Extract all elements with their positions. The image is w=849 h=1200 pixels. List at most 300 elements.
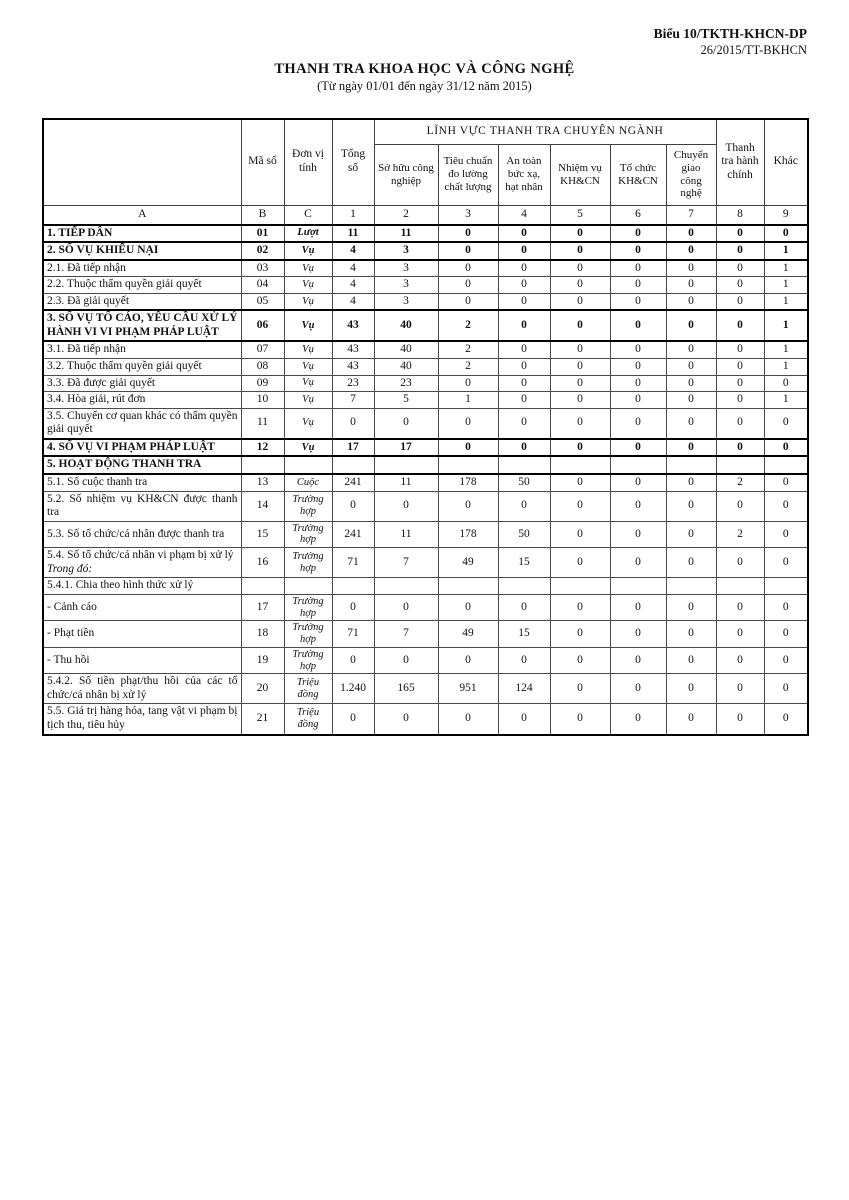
col-header-thanh-tra-hanh-chinh: Thanh tra hành chính	[716, 119, 764, 206]
row-value-tieu-chuan-do-luong: 2	[438, 310, 498, 341]
row-label-cell	[43, 408, 241, 439]
row-label: 2.1. Đã tiếp nhận	[47, 261, 126, 274]
row-value-so-huu-cong-nghiep: 23	[374, 375, 438, 392]
row-value-an-toan-buc-xa: 50	[498, 474, 550, 491]
row-value-nhiem-vu-khcn: 0	[550, 408, 610, 439]
row-unit: Trường hợp	[284, 594, 332, 621]
row-value-chuyen-giao-cong-nghe: 0	[666, 474, 716, 491]
row-value-chuyen-giao-cong-nghe: 0	[666, 408, 716, 439]
row-value-tieu-chuan-do-luong: 0	[438, 704, 498, 735]
row-unit	[284, 578, 332, 595]
row-value-khac: 0	[764, 408, 808, 439]
column-index-row	[43, 205, 808, 225]
table-row	[43, 341, 808, 358]
row-label-cell	[43, 392, 241, 409]
row-value-khac: 0	[764, 647, 808, 674]
row-label: 1. TIẾP DÂN	[47, 226, 113, 239]
row-unit: Vụ	[284, 439, 332, 457]
row-label-cell	[43, 439, 241, 457]
row-value-an-toan-buc-xa: 0	[498, 704, 550, 735]
row-label-cell	[43, 310, 241, 341]
row-value-to-chuc-khcn: 0	[610, 439, 666, 457]
table-row	[43, 242, 808, 260]
row-value-thanh-tra-hanh-chinh: 0	[716, 375, 764, 392]
row-value-chuyen-giao-cong-nghe: 0	[666, 375, 716, 392]
row-code: 14	[241, 491, 284, 521]
row-label: 4. SỐ VỤ VI PHẠM PHÁP LUẬT	[47, 440, 215, 453]
row-value-to-chuc-khcn: 0	[610, 548, 666, 578]
row-code: 07	[241, 341, 284, 358]
row-code: 09	[241, 375, 284, 392]
row-value-so-huu-cong-nghiep: 17	[374, 439, 438, 457]
row-code: 15	[241, 521, 284, 548]
row-value-an-toan-buc-xa	[498, 456, 550, 474]
row-label-cell	[43, 375, 241, 392]
col-header-nhiem-vu-khcn: Nhiệm vụ KH&CN	[550, 144, 610, 205]
row-value-tieu-chuan-do-luong: 0	[438, 225, 498, 243]
row-value-tong-so: 7	[332, 392, 374, 409]
row-code: 13	[241, 474, 284, 491]
table-row	[43, 491, 808, 521]
row-value-tieu-chuan-do-luong: 2	[438, 359, 498, 376]
row-value-chuyen-giao-cong-nghe: 0	[666, 704, 716, 735]
row-value-tieu-chuan-do-luong: 2	[438, 341, 498, 358]
row-value-tieu-chuan-do-luong: 1	[438, 392, 498, 409]
row-value-chuyen-giao-cong-nghe: 0	[666, 439, 716, 457]
row-value-so-huu-cong-nghiep: 11	[374, 225, 438, 243]
row-value-thanh-tra-hanh-chinh: 0	[716, 674, 764, 704]
row-value-nhiem-vu-khcn: 0	[550, 260, 610, 277]
doc-reference-block	[42, 26, 807, 59]
table-row	[43, 293, 808, 310]
row-unit: Triệu đồng	[284, 674, 332, 704]
index-cell: B	[241, 205, 284, 225]
row-value-an-toan-buc-xa: 50	[498, 521, 550, 548]
col-header-chuyen-giao-cong-nghe: Chuyển giao công nghệ	[666, 144, 716, 205]
index-cell: 5	[550, 205, 610, 225]
row-value-tong-so: 71	[332, 548, 374, 578]
row-code: 10	[241, 392, 284, 409]
index-cell: 1	[332, 205, 374, 225]
row-value-khac: 0	[764, 375, 808, 392]
row-value-thanh-tra-hanh-chinh: 0	[716, 341, 764, 358]
row-label-cell	[43, 474, 241, 491]
row-value-nhiem-vu-khcn: 0	[550, 341, 610, 358]
table-body	[43, 225, 808, 735]
row-value-tieu-chuan-do-luong: 0	[438, 439, 498, 457]
row-value-so-huu-cong-nghiep: 3	[374, 242, 438, 260]
row-code: 12	[241, 439, 284, 457]
row-value-chuyen-giao-cong-nghe: 0	[666, 621, 716, 648]
row-code: 06	[241, 310, 284, 341]
row-value-so-huu-cong-nghiep: 40	[374, 341, 438, 358]
row-value-chuyen-giao-cong-nghe: 0	[666, 359, 716, 376]
row-code: 17	[241, 594, 284, 621]
row-value-so-huu-cong-nghiep: 3	[374, 260, 438, 277]
row-code: 03	[241, 260, 284, 277]
index-cell: 3	[438, 205, 498, 225]
row-value-so-huu-cong-nghiep: 3	[374, 293, 438, 310]
row-value-nhiem-vu-khcn: 0	[550, 521, 610, 548]
row-label-cell	[43, 491, 241, 521]
row-value-khac: 1	[764, 242, 808, 260]
row-value-an-toan-buc-xa: 0	[498, 375, 550, 392]
row-value-an-toan-buc-xa: 0	[498, 260, 550, 277]
row-code: 20	[241, 674, 284, 704]
row-unit: Vụ	[284, 242, 332, 260]
row-value-thanh-tra-hanh-chinh: 0	[716, 260, 764, 277]
row-label-cell	[43, 594, 241, 621]
col-header-so-huu-cong-nghiep: Sở hữu công nghiệp	[374, 144, 438, 205]
row-code: 04	[241, 277, 284, 294]
row-value-khac: 1	[764, 277, 808, 294]
row-value-tong-so: 0	[332, 647, 374, 674]
row-value-to-chuc-khcn: 0	[610, 521, 666, 548]
row-value-tieu-chuan-do-luong: 178	[438, 521, 498, 548]
table-row	[43, 647, 808, 674]
table-row	[43, 392, 808, 409]
row-unit: Vụ	[284, 408, 332, 439]
row-label-cell	[43, 674, 241, 704]
table-row	[43, 359, 808, 376]
row-value-khac: 1	[764, 310, 808, 341]
row-value-an-toan-buc-xa: 0	[498, 293, 550, 310]
row-code: 02	[241, 242, 284, 260]
index-cell: 6	[610, 205, 666, 225]
row-value-tong-so: 0	[332, 408, 374, 439]
row-value-so-huu-cong-nghiep: 165	[374, 674, 438, 704]
row-label: - Cảnh cáo	[47, 600, 97, 613]
row-value-khac	[764, 456, 808, 474]
row-value-so-huu-cong-nghiep: 7	[374, 621, 438, 648]
col-header-tong-so: Tổng số	[332, 119, 374, 206]
row-value-khac: 1	[764, 392, 808, 409]
index-cell: 4	[498, 205, 550, 225]
row-value-tieu-chuan-do-luong: 0	[438, 408, 498, 439]
row-value-to-chuc-khcn: 0	[610, 474, 666, 491]
row-value-to-chuc-khcn: 0	[610, 310, 666, 341]
row-value-tong-so: 43	[332, 310, 374, 341]
table-row	[43, 594, 808, 621]
row-code: 01	[241, 225, 284, 243]
row-value-to-chuc-khcn: 0	[610, 594, 666, 621]
row-label-cell	[43, 242, 241, 260]
row-value-to-chuc-khcn: 0	[610, 341, 666, 358]
row-value-khac: 0	[764, 704, 808, 735]
row-label-cell	[43, 704, 241, 735]
row-code	[241, 456, 284, 474]
table-row	[43, 277, 808, 294]
row-value-khac: 0	[764, 491, 808, 521]
row-value-to-chuc-khcn: 0	[610, 621, 666, 648]
row-label-cell	[43, 359, 241, 376]
row-label-cell	[43, 521, 241, 548]
row-value-chuyen-giao-cong-nghe: 0	[666, 242, 716, 260]
row-value-khac: 1	[764, 359, 808, 376]
row-label: - Thu hồi	[47, 653, 90, 666]
row-value-to-chuc-khcn: 0	[610, 277, 666, 294]
row-value-tong-so: 4	[332, 277, 374, 294]
col-header-ma-so: Mã số	[241, 119, 284, 206]
row-unit: Trường hợp	[284, 521, 332, 548]
row-unit: Triệu đồng	[284, 704, 332, 735]
row-value-tong-so: 11	[332, 225, 374, 243]
row-value-tieu-chuan-do-luong: 0	[438, 293, 498, 310]
row-value-nhiem-vu-khcn: 0	[550, 548, 610, 578]
col-header-don-vi-tinh: Đơn vị tính	[284, 119, 332, 206]
row-value-thanh-tra-hanh-chinh: 0	[716, 439, 764, 457]
row-value-so-huu-cong-nghiep	[374, 456, 438, 474]
row-value-nhiem-vu-khcn: 0	[550, 392, 610, 409]
table-row	[43, 548, 808, 578]
row-value-khac: 1	[764, 341, 808, 358]
row-value-to-chuc-khcn: 0	[610, 704, 666, 735]
row-value-chuyen-giao-cong-nghe: 0	[666, 491, 716, 521]
row-label-cell	[43, 341, 241, 358]
row-value-khac: 0	[764, 594, 808, 621]
row-label-cell	[43, 647, 241, 674]
row-label: 3.2. Thuộc thẩm quyền giải quyết	[47, 360, 202, 372]
row-value-chuyen-giao-cong-nghe	[666, 578, 716, 595]
row-unit	[284, 456, 332, 474]
row-value-to-chuc-khcn: 0	[610, 375, 666, 392]
row-value-khac: 0	[764, 521, 808, 548]
row-value-tong-so: 0	[332, 491, 374, 521]
row-value-so-huu-cong-nghiep: 11	[374, 521, 438, 548]
row-value-tong-so: 241	[332, 521, 374, 548]
row-value-thanh-tra-hanh-chinh: 0	[716, 491, 764, 521]
row-value-thanh-tra-hanh-chinh: 0	[716, 310, 764, 341]
row-value-chuyen-giao-cong-nghe: 0	[666, 310, 716, 341]
row-value-so-huu-cong-nghiep: 7	[374, 548, 438, 578]
row-value-nhiem-vu-khcn: 0	[550, 594, 610, 621]
row-value-nhiem-vu-khcn: 0	[550, 491, 610, 521]
row-unit: Vụ	[284, 310, 332, 341]
row-value-so-huu-cong-nghiep: 40	[374, 359, 438, 376]
row-value-thanh-tra-hanh-chinh	[716, 578, 764, 595]
row-unit: Vụ	[284, 277, 332, 294]
row-value-nhiem-vu-khcn: 0	[550, 647, 610, 674]
row-sublabel: Trong đó:	[47, 562, 93, 575]
row-value-chuyen-giao-cong-nghe: 0	[666, 674, 716, 704]
row-value-tieu-chuan-do-luong: 0	[438, 491, 498, 521]
row-value-an-toan-buc-xa: 0	[498, 594, 550, 621]
row-value-to-chuc-khcn: 0	[610, 392, 666, 409]
col-header-an-toan-buc-xa: An toàn bức xạ, hạt nhân	[498, 144, 550, 205]
row-unit: Vụ	[284, 293, 332, 310]
row-value-thanh-tra-hanh-chinh: 0	[716, 277, 764, 294]
circular-number: 26/2015/TT-BKHCN	[700, 42, 807, 57]
row-value-so-huu-cong-nghiep: 0	[374, 491, 438, 521]
row-value-an-toan-buc-xa: 0	[498, 647, 550, 674]
row-label: 5.4. Số tổ chức/cá nhân vi phạm bị xử lý	[47, 549, 234, 562]
row-value-khac: 0	[764, 674, 808, 704]
index-cell: 8	[716, 205, 764, 225]
row-value-tong-so: 4	[332, 293, 374, 310]
table-row	[43, 375, 808, 392]
table-row	[43, 260, 808, 277]
col-header-khac: Khác	[764, 119, 808, 206]
row-value-khac: 0	[764, 548, 808, 578]
row-unit: Vụ	[284, 375, 332, 392]
row-unit: Trường hợp	[284, 621, 332, 648]
row-value-khac	[764, 578, 808, 595]
corner-cell	[43, 119, 241, 206]
row-value-chuyen-giao-cong-nghe: 0	[666, 521, 716, 548]
row-label-cell	[43, 456, 241, 474]
row-value-an-toan-buc-xa: 0	[498, 242, 550, 260]
row-value-so-huu-cong-nghiep: 3	[374, 277, 438, 294]
row-value-to-chuc-khcn: 0	[610, 674, 666, 704]
row-value-nhiem-vu-khcn: 0	[550, 439, 610, 457]
row-value-an-toan-buc-xa: 0	[498, 225, 550, 243]
row-unit: Trường hợp	[284, 491, 332, 521]
row-value-to-chuc-khcn: 0	[610, 647, 666, 674]
row-unit: Trường hợp	[284, 548, 332, 578]
page-title: THANH TRA KHOA HỌC VÀ CÔNG NGHỆ	[274, 60, 575, 77]
table-row	[43, 621, 808, 648]
row-value-khac: 0	[764, 439, 808, 457]
table-row	[43, 521, 808, 548]
row-code: 18	[241, 621, 284, 648]
row-value-so-huu-cong-nghiep: 11	[374, 474, 438, 491]
row-unit: Cuộc	[284, 474, 332, 491]
row-value-thanh-tra-hanh-chinh	[716, 456, 764, 474]
row-label: 3.5. Chuyển cơ quan khác có thẩm quyền giải quyết	[47, 409, 238, 436]
row-label: 5.1. Số cuộc thanh tra	[47, 475, 148, 488]
row-value-nhiem-vu-khcn: 0	[550, 359, 610, 376]
row-value-nhiem-vu-khcn: 0	[550, 474, 610, 491]
row-label: 2.3. Đã giải quyết	[47, 294, 130, 307]
table-header	[43, 119, 808, 225]
row-value-to-chuc-khcn: 0	[610, 225, 666, 243]
row-value-so-huu-cong-nghiep: 5	[374, 392, 438, 409]
row-value-chuyen-giao-cong-nghe: 0	[666, 647, 716, 674]
row-value-nhiem-vu-khcn: 0	[550, 704, 610, 735]
row-value-chuyen-giao-cong-nghe: 0	[666, 594, 716, 621]
table-row	[43, 225, 808, 243]
row-label-cell	[43, 225, 241, 243]
row-value-an-toan-buc-xa: 15	[498, 548, 550, 578]
row-value-khac: 1	[764, 260, 808, 277]
row-value-to-chuc-khcn: 0	[610, 359, 666, 376]
row-value-an-toan-buc-xa: 0	[498, 310, 550, 341]
table-row	[43, 704, 808, 735]
row-value-an-toan-buc-xa: 0	[498, 341, 550, 358]
row-value-tong-so: 17	[332, 439, 374, 457]
row-value-so-huu-cong-nghiep	[374, 578, 438, 595]
row-value-so-huu-cong-nghiep: 0	[374, 408, 438, 439]
row-value-to-chuc-khcn	[610, 456, 666, 474]
row-label-cell	[43, 621, 241, 648]
row-value-chuyen-giao-cong-nghe: 0	[666, 341, 716, 358]
row-label: 3. SỐ VỤ TỐ CÁO, YÊU CẦU XỬ LÝ HÀNH VI VI PHẠM PHÁP LUẬT	[47, 312, 238, 338]
row-value-nhiem-vu-khcn: 0	[550, 293, 610, 310]
row-value-tong-so: 241	[332, 474, 374, 491]
row-value-chuyen-giao-cong-nghe: 0	[666, 392, 716, 409]
row-value-tieu-chuan-do-luong: 49	[438, 621, 498, 648]
title-block	[42, 61, 807, 94]
row-label-cell	[43, 260, 241, 277]
row-value-nhiem-vu-khcn: 0	[550, 310, 610, 341]
row-unit: Vụ	[284, 260, 332, 277]
row-value-thanh-tra-hanh-chinh: 0	[716, 392, 764, 409]
index-cell: 7	[666, 205, 716, 225]
row-value-nhiem-vu-khcn: 0	[550, 621, 610, 648]
row-value-so-huu-cong-nghiep: 0	[374, 704, 438, 735]
row-value-an-toan-buc-xa: 0	[498, 359, 550, 376]
row-value-tong-so: 23	[332, 375, 374, 392]
row-label-cell	[43, 293, 241, 310]
row-value-thanh-tra-hanh-chinh: 0	[716, 408, 764, 439]
row-value-an-toan-buc-xa: 0	[498, 392, 550, 409]
row-value-thanh-tra-hanh-chinh: 0	[716, 359, 764, 376]
row-value-so-huu-cong-nghiep: 0	[374, 594, 438, 621]
row-label: 2. SỐ VỤ KHIẾU NẠI	[47, 244, 159, 257]
row-value-tong-so: 0	[332, 594, 374, 621]
row-value-thanh-tra-hanh-chinh: 0	[716, 548, 764, 578]
inspection-statistics-table	[42, 118, 809, 736]
col-header-tieu-chuan-do-luong: Tiêu chuẩn đo lường chất lượng	[438, 144, 498, 205]
row-value-thanh-tra-hanh-chinh: 0	[716, 293, 764, 310]
row-value-thanh-tra-hanh-chinh: 2	[716, 521, 764, 548]
table-row	[43, 408, 808, 439]
row-value-nhiem-vu-khcn: 0	[550, 225, 610, 243]
row-value-chuyen-giao-cong-nghe: 0	[666, 260, 716, 277]
row-label-cell	[43, 578, 241, 595]
row-value-nhiem-vu-khcn: 0	[550, 242, 610, 260]
row-unit: Trường hợp	[284, 647, 332, 674]
row-value-tong-so: 43	[332, 341, 374, 358]
table-row	[43, 310, 808, 341]
row-value-nhiem-vu-khcn: 0	[550, 375, 610, 392]
row-value-tieu-chuan-do-luong	[438, 456, 498, 474]
row-value-tieu-chuan-do-luong: 0	[438, 260, 498, 277]
row-value-chuyen-giao-cong-nghe: 0	[666, 277, 716, 294]
table-row	[43, 456, 808, 474]
row-value-tong-so: 4	[332, 260, 374, 277]
row-label-cell	[43, 548, 241, 578]
row-value-tong-so: 1.240	[332, 674, 374, 704]
row-value-tieu-chuan-do-luong	[438, 578, 498, 595]
row-label: 5.2. Số nhiệm vụ KH&CN được thanh tra	[47, 492, 238, 519]
row-value-thanh-tra-hanh-chinh: 0	[716, 242, 764, 260]
row-label: 5.5. Giá trị hàng hóa, tang vật vi phạm bị tịch thu, tiêu hủy	[47, 705, 238, 731]
row-unit: Lượt	[284, 225, 332, 243]
row-code: 19	[241, 647, 284, 674]
index-cell: C	[284, 205, 332, 225]
row-value-tieu-chuan-do-luong: 178	[438, 474, 498, 491]
row-code: 11	[241, 408, 284, 439]
index-cell: A	[43, 205, 241, 225]
row-value-tong-so	[332, 456, 374, 474]
row-value-tong-so	[332, 578, 374, 595]
row-value-tong-so: 71	[332, 621, 374, 648]
row-value-an-toan-buc-xa	[498, 578, 550, 595]
row-code: 21	[241, 704, 284, 735]
row-code: 05	[241, 293, 284, 310]
row-value-an-toan-buc-xa: 0	[498, 491, 550, 521]
row-code: 08	[241, 359, 284, 376]
col-group-linh-vuc: LĨNH VỰC THANH TRA CHUYÊN NGÀNH	[374, 119, 716, 145]
row-label: 3.3. Đã được giải quyết	[47, 376, 156, 389]
row-label: 2.2. Thuộc thẩm quyền giải quyết	[47, 278, 202, 291]
row-value-an-toan-buc-xa: 0	[498, 277, 550, 294]
row-value-tong-so: 0	[332, 704, 374, 735]
row-value-to-chuc-khcn: 0	[610, 260, 666, 277]
row-label: 3.4. Hòa giải, rút đơn	[47, 393, 146, 406]
row-value-an-toan-buc-xa: 124	[498, 674, 550, 704]
